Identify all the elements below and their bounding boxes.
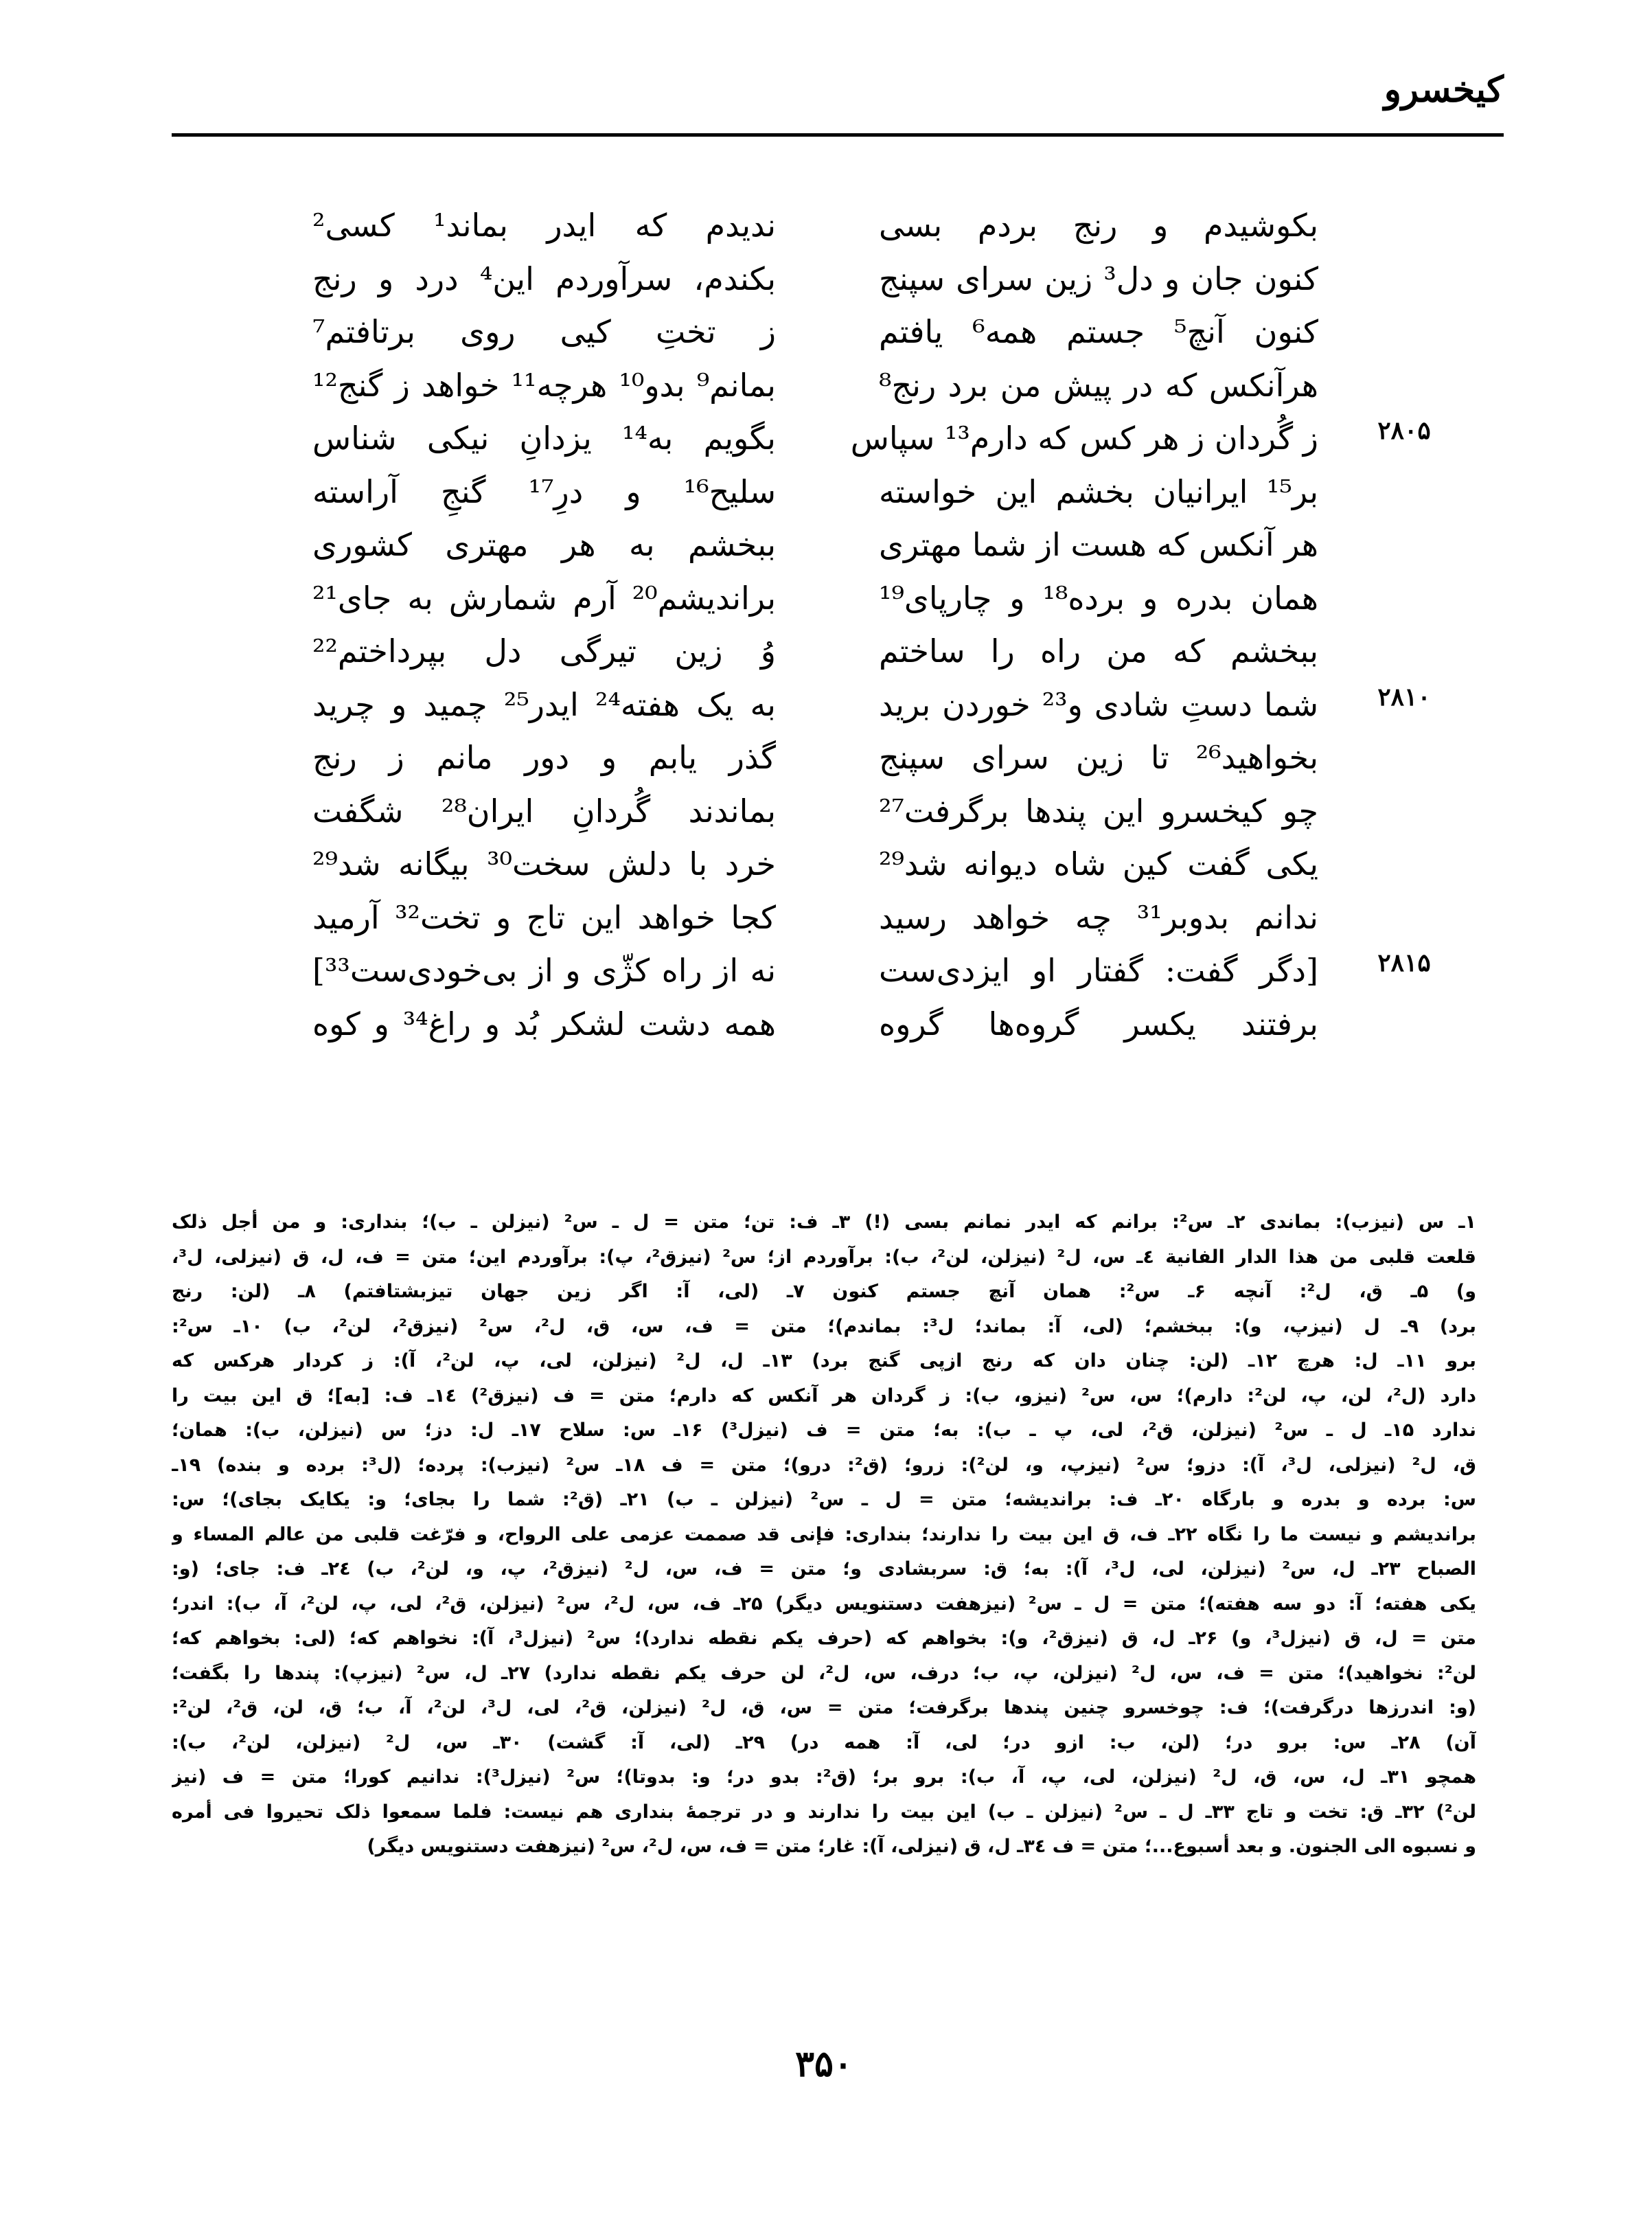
second-hemistich: ز تختِ کیی روی برتافتم⁷ [312,313,776,350]
second-hemistich: نه از راه کژّی و از بی‌خودی‌ست³³] [312,952,776,989]
first-hemistich: همان بدره و برده¹⁸ و چارپای¹⁹ [879,579,1318,617]
footnote-line: براندیشم و نیست ما را نگاه ۲۲ـ ف، ق این بیت را ندارند؛ بنداری: فإنی قد صممت عزمی علی الرواح، و فرّغت قلبی من عالم المساء و [172,1523,1476,1545]
page-number: ۳۵۰ [795,2043,853,2085]
verse-line-number: ۲۸۱۰ [1377,682,1431,711]
footnote-line: همچو ۳۱ـ ل، س، ق، ل² (نیزلن، لی، پ، آ، ب): برو بر؛ (ق²: بدو در؛ و: بدوتا)؛ س² (نیزل³): ندانیم کورا؛ متن = ف (نیز [172,1766,1476,1788]
footnote-line: آن) ۲۸ـ س: برو در؛ (لن، ب: ازو در؛ لی، آ: همه در) ۲۹ـ (لی، آ: گشت) ۳۰ـ س، ل² (نیزلن، لن²، ب): [172,1731,1476,1753]
first-hemistich: کنون آنچ⁵ جستم همه⁶ یافتم [879,313,1318,350]
second-hemistich: کجا خواهد این تاج و تخت³² آرمید [312,898,776,936]
first-hemistich: هرآنکس که در پیش من برد رنج⁸ [879,366,1318,404]
verse-row [0,199,1652,253]
verse-row [0,944,1652,998]
footnote-line: لن²) ۳۲ـ ق: تخت و تاج ۳۳ـ ل ـ س² (نیزلن ـ ب) این بیت را ندارند و در ترجمهٔ بنداری هم نیست: فلما سمعوا ذلک تحیروا فی أمره [172,1801,1476,1823]
first-hemistich: بر¹⁵ ایرانیان بخشم این خواسته [879,472,1318,510]
first-hemistich: برفتند یکسر گروه‌ها گروه [879,1005,1318,1043]
footnotes-apparatus [172,1205,1476,1865]
second-hemistich: بگویم به¹⁴ یزدانِ نیکی شناس [312,420,776,457]
first-hemistich: شما دستِ شادی و²³ خوردن برید [879,685,1318,723]
first-hemistich: ز گُردان ز هر کس که دارم¹³ سپاس [850,420,1318,457]
second-hemistich: وُ زین تیرگی دل بپرداختم²² [312,633,776,670]
verse-row [0,572,1652,626]
running-header [172,62,1504,137]
footnote-line: یکی هفته؛ آ: دو سه هفته)؛ متن = ل ـ س² (نیزهفت دستنویس دیگر) ۲۵ـ ف، س، ل²، س² (نیزلن، ق²، لی، پ، لن²، آ، ب): اندر؛ [172,1593,1476,1615]
chapter-title: کیخسرو [1384,69,1504,111]
first-hemistich: [دگر گفت: گفتار او ایزدی‌ست [879,952,1318,989]
verse-row [0,891,1652,945]
footnote-line: دارد (ل²، لن، پ، لن²: دارم)؛ س، س² (نیزو، ب): ز گردان هر آنکس که دارم؛ متن = ف (نیزق²) ١٤ـ ف: [به]؛ ق این بیت را [172,1385,1476,1406]
second-hemistich: به یک هفته²⁴ ایدر²⁵ چمید و چرید [312,685,776,723]
verse-row [0,625,1652,679]
second-hemistich: سلیح¹⁶ و درِ¹⁷ گنجِ آراسته [312,472,776,510]
second-hemistich: بماندند گُردانِ ایران²⁸ شگفت [312,792,776,830]
footnote-line: ۱ـ س (نیزب): بماندی ۲ـ س²: برانم که ایدر نمانم بسی (!) ۳ـ ف: تن؛ متن = ل ـ س² (نیزلن ـ ب)؛ بنداری: و من أجل ذلک [172,1211,1476,1233]
verse-row [0,679,1652,732]
footnote-line: و نسبوه الی الجنون. و بعد أسبوع...؛ متن = ف ٣٤ـ ل، ق (نیزلی، آ): غار؛ متن = ف، س، ل²، س² (نیزهفت دستنویس دیگر) [367,1836,1476,1857]
footnote-line: برو ۱۱ـ ل: هرچ ۱۲ـ (لن: چنان دان که رنج ازپی گنج برد) ۱۳ـ ل، ل² (نیزلن، لی، پ، لن²، آ): ز کردار هرکس که [172,1350,1476,1371]
footnote-line: س: برده و بدره و بارگاه ۲۰ـ ف: براندیشه؛ متن = ل ـ س² (نیزلن ـ ب) ۲۱ـ (ق²: شما را بجای؛ و: یکایک بجای)؛ س: [172,1489,1476,1510]
footnote-line: لن²: نخواهید)؛ متن = ف، س، ل² (نیزلن، پ، ب؛ درف، س، ل²، لن حرف یکم نقطه ندارد) ۲۷ـ ل، س² (نیزپ): پندها را بگفت؛ [172,1662,1476,1684]
verse-row [0,253,1652,306]
first-hemistich: ندانم بدوبر³¹ چه خواهد رسید [879,898,1318,936]
second-hemistich: همه دشت لشکر بُد و راغ³⁴ و کوه [312,1005,776,1043]
footnote-line: (و: اندرزها درگرفت)؛ ف: چوخسرو چنین پندها برگرفت؛ متن = س، ق، ل² (نیزلن، ق²، لی، ل³، لن²، آ، ب؛ ق، لن، ق²، لن²: [172,1697,1476,1718]
second-hemistich: بمانم⁹ بدو¹⁰ هرچه¹¹ خواهد ز گنج¹² [312,366,776,404]
footnote-line: قلعت قلبی من هذا الدار الفانیة ٤ـ س، ل² (نیزلن، لن²، ب): برآوردم از؛ س² (نیزق²، پ): برآوردم این؛ متن = ف، ل، ق (نیزلی، ل³، [172,1246,1476,1268]
verse-row [0,519,1652,572]
first-hemistich: یکی گفت کین شاه دیوانه شد²⁹ [879,845,1318,882]
verse-line-number: ۲۸۰۵ [1377,416,1431,445]
second-hemistich: گذر یابم و دور مانم ز رنج [312,739,776,776]
second-hemistich: بکندم، سرآوردم این⁴ درد و رنج [312,260,776,297]
verse-line-number: ۲۸۱۵ [1377,948,1431,977]
footnote-line: ق، ل² (نیزلی، ل³، آ): دزو؛ س² (نیزپ، و، لن²): زرو؛ (ق²: درو)؛ متن = ف ۱۸ـ س² (نیزب): پرده؛ (ل³: برده و بنده) ۱۹ـ [172,1454,1476,1476]
second-hemistich: براندیشم²⁰ آرم شمارش به جای²¹ [312,579,776,617]
first-hemistich: کنون جان و دل³ زین سرای سپنج [879,260,1319,297]
verse-row [0,998,1652,1051]
verse-row [0,306,1652,359]
verse-row [0,466,1652,519]
first-hemistich: چو کیخسرو این پندها برگرفت²⁷ [879,792,1318,830]
first-hemistich: ببخشم که من راه را ساختم [879,633,1318,670]
footnote-line: متن = ل، ق (نیزل³، و) ۲۶ـ ل، ق (نیزق²، و): بخواهم که (حرف یکم نقطه ندارد)؛ س² (نیزل³، آ): نخواهم که؛ (لی: بخواهم که؛ [172,1628,1476,1649]
verse-row [0,412,1652,466]
verse-row [0,731,1652,785]
verse-row [0,838,1652,891]
footnote-line: برد) ۹ـ ل (نیزپ، و): ببخشم؛ (لی، آ: بماند؛ ل³: بماندم)؛ متن = ف، س، ق، ل²، س² (نیزق²، لن²، ب) ۱۰ـ س²: [172,1315,1476,1337]
first-hemistich: هر آنکس که هست از شما مهتری [879,526,1318,563]
second-hemistich: خرد با دلش سخت³⁰ بیگانه شد²⁹ [312,845,776,882]
verse-block [0,199,1652,1051]
verse-row [0,359,1652,413]
second-hemistich: ببخشم به هر مهتری کشوری [312,526,776,563]
first-hemistich: بکوشیدم و رنج بردم بسی [879,207,1318,244]
footnote-line: و) ۵ـ ق، ل²: آنچه ۶ـ س²: همان آنچ جستم کنون ۷ـ (لی، آ: اگر زین جهان تیزبشتافتم) ۸ـ (لن: رنج [172,1281,1476,1302]
footnote-line: الصباح ۲۳ـ ل، س² (نیزلن، لی، ل³، آ): به؛ ق: سربشادی و؛ متن = ف، س، ل² (نیزق²، پ، و، لن²، ب) ٢٤ـ ف: جای؛ (و: [172,1558,1476,1580]
footnote-line: ندارد ۱۵ـ ل ـ س² (نیزلن، ق²، لی، پ ـ ب): به؛ متن = ف (نیزل³) ۱۶ـ س: سلاح ۱۷ـ ل: دز؛ س (نیزلن، ب): همان؛ [172,1420,1476,1441]
first-hemistich: بخواهید²⁶ تا زین سرای سپنج [879,739,1318,776]
verse-row [0,785,1652,839]
second-hemistich: ندیدم که ایدر بماند¹ کسی² [312,207,776,244]
